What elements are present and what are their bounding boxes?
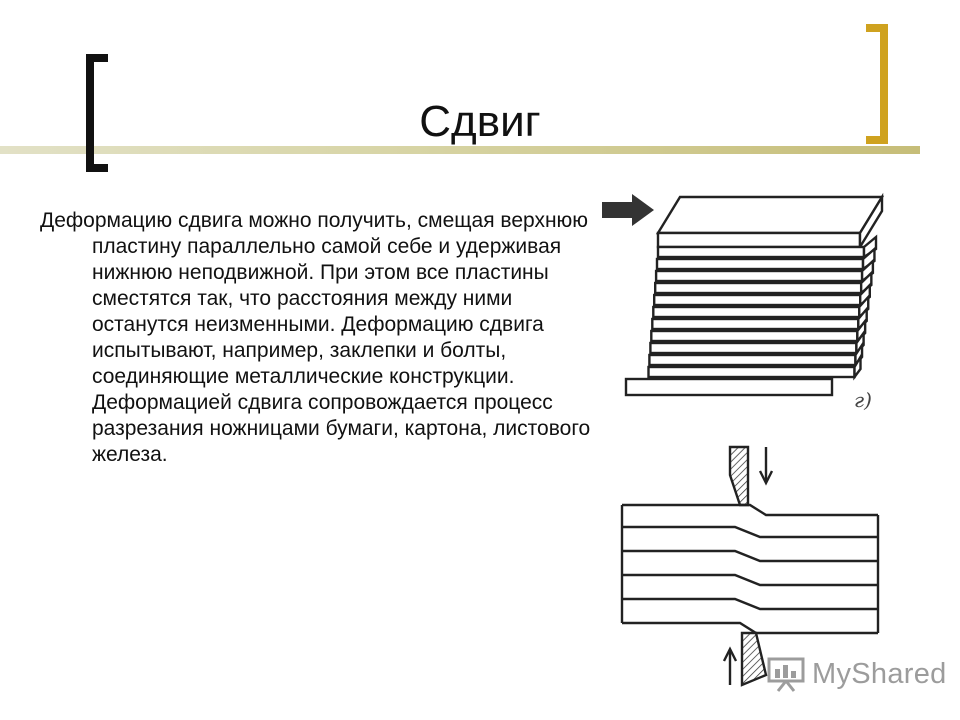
right-bracket-decoration — [866, 24, 888, 144]
shear-illustration — [590, 185, 890, 695]
plate-layer — [657, 259, 863, 269]
upper-blade — [730, 447, 748, 505]
cutting-figure — [622, 447, 878, 685]
push-arrow-icon — [602, 194, 654, 226]
plate-layer — [655, 283, 861, 293]
base-plate — [626, 379, 832, 395]
logo-text: MyShared — [812, 657, 947, 690]
plate-layer — [650, 343, 856, 353]
plate-layer — [656, 271, 862, 281]
left-bracket-decoration — [86, 54, 108, 172]
slide-body-text: Деформацию сдвига можно получить, смещая верхнюю пластину параллельно самой себе и удерживая нижнюю неподвижной. При этом все пластины сместятся так, что расстояния между ними останутся неизменными. Деформацию сдвига испытывают, например, заклепки и болты, соединяющие металлические конструкции. Деформацией сдвига сопровождается процесс разрезания ножницами бумаги, картона, листового железа. — [40, 209, 591, 466]
myshared-logo — [766, 654, 947, 694]
plate-layer — [658, 247, 864, 257]
lower-blade — [742, 633, 766, 685]
plate-layer — [649, 367, 855, 377]
plate-layer — [652, 319, 858, 329]
slide-title: Сдвиг — [419, 97, 541, 146]
shear-stack-figure — [602, 194, 882, 412]
plate-layer — [649, 355, 855, 365]
plate-layer — [654, 295, 860, 305]
presentation-board-icon — [766, 655, 806, 693]
plate-layer — [653, 307, 859, 317]
plate-layer — [651, 331, 857, 341]
figure-label: г) — [854, 388, 872, 412]
